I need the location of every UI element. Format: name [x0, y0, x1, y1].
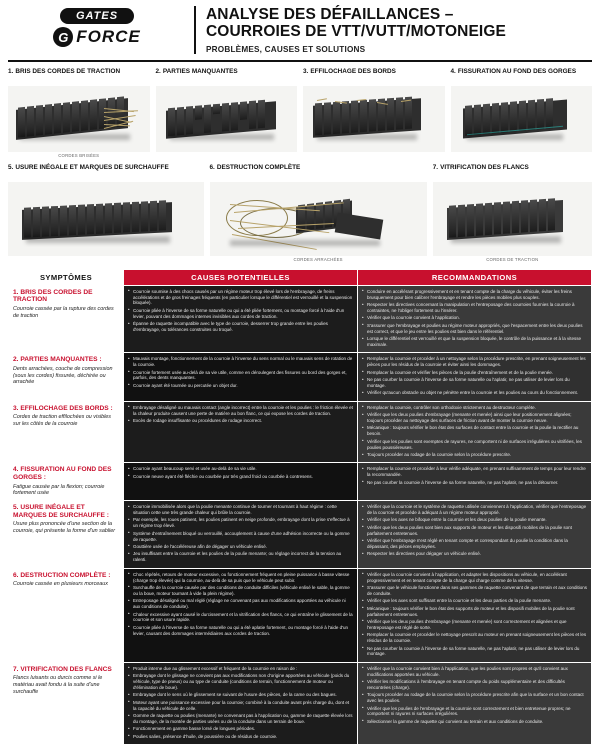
- list-item: • Vérifier qu'aucun obstacle ou objet ne pénètre entre la courroie et les poulies au cours du fonctionnement.: [362, 390, 587, 396]
- list-item: • Courroie pliée à l'inverse de sa forme naturelle ou qui a été pliée fortement, ou montage forcé à l'aide d'un levier, pouvant des dommages internes invisibles aux cordes de traction.: [128, 308, 353, 320]
- list-item: • Surchauffe de la courroie causée par des conditions de conduite difficiles (véhicule enlisé le sable, la gomme ou la boue, moteur tournant à vide la plein régime).: [128, 585, 353, 597]
- figure-row-top: [8, 68, 592, 158]
- figure-1-caption: [8, 68, 150, 83]
- page-subtitle: PROBLÈMES, CAUSES ET SOLUTIONS: [206, 44, 366, 54]
- list-item: • S'assurer que l'embrayage et poulies au régime moteur appropriés, que l'espacement entre les deux poulies est correct, et que le jeu entre les poulies est bien dans le référentiel.: [362, 323, 587, 335]
- causes-list-3: [128, 405, 353, 424]
- list-item: • Embrayage désaligné ou mauvais contact (angle incorrect) entre la courroie et les poulies : le friction élevée et la chaleur produite causent une perte de matière au bon flanc, ce qui expose les cordes de traction.: [128, 405, 353, 417]
- figure-6-label: DESTRUCTION COMPLÈTE: [216, 163, 301, 171]
- list-item: • Toujours procéder au rodage de la courroie selon la procédure prescrite afin que la surface et un bon contact avec les poulies.: [362, 692, 587, 704]
- list-item: • Toujours procéder au rodage de la courroie selon la procédure prescrite.: [362, 452, 587, 458]
- symptom-body-5: Usure plus prononcée d'une section de la courroie, qui présente la forme d'un sablier: [13, 521, 116, 534]
- figure-5-label: USURE INÉGALE ET MARQUES DE SURCHAUFFE: [15, 163, 169, 171]
- page-title: [206, 6, 592, 41]
- table-header-row: [9, 269, 592, 285]
- figure-2: [156, 68, 298, 158]
- symptom-number-6: 6.: [13, 571, 19, 579]
- table-row: [9, 401, 592, 463]
- figure-1-number: 1.: [8, 67, 14, 75]
- list-item: • Mécanique : toujours vérifier le bon état des surfaces de contact entre la courroie et la poulie la rectifier au besoin.: [362, 425, 587, 437]
- symptom-cell-7: [9, 662, 124, 744]
- symptom-number-1: 1.: [13, 288, 19, 296]
- symptom-title-7: [13, 666, 119, 674]
- recos-cell-2: [358, 353, 592, 401]
- recos-list-7: [362, 666, 587, 725]
- recos-list-3: [362, 405, 587, 458]
- causes-cell-1: [124, 285, 358, 353]
- table-row: [9, 285, 592, 353]
- table-row: [9, 463, 592, 501]
- list-item: • Mécanique : toujours vérifier le bon état des supports de moteur et les disposifi mobiles de la poulie sont parfaitement entretenues.: [362, 606, 587, 618]
- symptom-number-4: 4.: [13, 466, 19, 474]
- symptom-body-7: Flancs luisants ou durcis comme si le matériau avait fondu à la suite d'une surchauffe: [13, 675, 103, 695]
- gforce-g-icon: G: [53, 27, 73, 47]
- symptom-title-2: [13, 356, 119, 364]
- list-item: • Vérifier que l'embrayage n'est réglé en tenant compte et correspondant du poulie la condition dans la dépassant, des pièces employées.: [362, 538, 587, 550]
- symptom-label-1: BRIS DES CORDES DE TRACTION: [13, 288, 93, 304]
- symptom-body-3: Cordes de traction effilochées ou visibles sur les côtés de la courroie: [13, 414, 111, 428]
- list-item: • Courroie fortement usée au-delà de sa vie utile, comme en déroulegent des fissures ou bord des gorges et, parfois, des dents manquantes.: [128, 370, 353, 382]
- figure-2-label: PARTIES MANQUANTES: [162, 67, 238, 75]
- list-item: • S'assurer que le véhicule fonctionne dans ses gammes de raquette convenant de que terrain et aux conditions de conduite.: [362, 585, 587, 597]
- symptom-body-4: Fatigue causée par la flexion; courroie fortement usée: [13, 483, 105, 497]
- figure-5-image: [8, 182, 204, 256]
- figure-4: [451, 68, 593, 158]
- list-item: • Remplacer la courroie et procéder à leur vérifie adéquate, en prenant suffisamment de temps pour leur rendre la recommandée.: [362, 466, 587, 478]
- symptom-label-6: DESTRUCTION COMPLÈTE :: [20, 571, 111, 579]
- figure-7: [433, 164, 592, 262]
- list-item: • Embrayage dont le glissage ne convient pas aux modifications non d'origine apportées au véhicule (poids du véhicule, type de pneus) ou au type de conduite (conditions de terrain, fonctionnement de moteur ou d'élimination de boue).: [128, 673, 353, 691]
- causes-cell-4: [124, 463, 358, 501]
- symptom-body-1: Courroie cassée par la rupture des cordes de traction: [13, 305, 114, 319]
- recos-cell-1: [358, 285, 592, 353]
- symptom-number-2: 2.: [13, 356, 19, 364]
- recos-list-6: [362, 572, 587, 658]
- list-item: • Ne pas courber la courroie à l'inverse de sa forme naturelle, ne pas l'aplatir, ne pas utiliser de levier lors du montage.: [362, 646, 587, 658]
- figure-5-number: 5.: [8, 163, 14, 171]
- list-item: • Vérifier que les poulies de l'embrayage et la courroie sont correctement et bien entretenue propres; ne comportent ni rayures ni surfaces irrégulières.: [362, 706, 587, 718]
- figure-4-label: FISSURATION AU FOND DES GORGES: [457, 67, 577, 75]
- broken-cords-detail: [104, 106, 144, 132]
- list-item: • Vérifier les modifications à l'embrayage en tenant compte du poids supplémentaire et des difficultés rencontrées (charge).: [362, 679, 587, 691]
- figure-7-label: VITRIFICATION DES FLANCS: [440, 163, 529, 171]
- column-header-causes: CAUSES POTENTIELLES: [124, 269, 358, 285]
- recos-list-4: [362, 466, 587, 485]
- symptom-cell-1: [9, 285, 124, 353]
- figure-1: [8, 68, 150, 158]
- list-item: • Lorsque le différentiel est verrouillé et que la suspension bloquée, le contrôle de la puissance et à la vitesse maximale.: [362, 336, 587, 348]
- list-item: • Vérifier que la courroie convient à l'application.: [362, 315, 587, 321]
- symptom-label-7: VITRIFICATION DES FLANCS: [20, 665, 112, 673]
- recos-cell-3: [358, 401, 592, 463]
- poster-header: [8, 6, 592, 62]
- figure-6-caption: [210, 164, 427, 179]
- recos-cell-7: [358, 662, 592, 744]
- list-item: • Conduire en accélérant progressivement et en tenant compte de la charge du véhicule, éviter les freins brusquement pour bien calibrer l'embrayage et rendre les pièces mobiles plus souples.: [362, 289, 587, 301]
- list-item: • Choc répétés, retours de moteur excessive, ou fonctionnement fréquent en pleine puissance à basse vitesse (charge trop élevée) qui la courroie, au-delà de sa puis que le véhicule peut subir.: [128, 572, 353, 584]
- symptom-title-3: [13, 405, 119, 413]
- causes-list-1: [128, 289, 353, 333]
- list-item: • Fonctionnement en gamme basse lorsé de longues périodes.: [128, 726, 353, 732]
- table-row: [9, 501, 592, 569]
- list-item: • Courroie neuve ayant été fléchie ou courbée par très grand froid ou courbée à contresens.: [128, 474, 353, 480]
- recos-cell-4: [358, 463, 592, 501]
- recos-cell-6: [358, 568, 592, 662]
- list-item: • Sélectionner la gamme de raquette qui convient au terrain et aux conditions de conduite.: [362, 719, 587, 725]
- list-item: • Épanne de raquette incompatible avec le type de courroie, desserrer trop grande entre les poulies d'embrayage, ou tolérances construites ou troqué.: [128, 321, 353, 333]
- list-item: • Courroie ayant beaucoup servi et usée au-delà de sa vie utile.: [128, 466, 353, 472]
- frayed-edge-detail: [313, 100, 423, 104]
- brand-logo: [8, 6, 186, 47]
- list-item: • Système d'entraînement bloqué ou verrouillé, accouplement à cause d'une adhésion incorrecte ou la gomme de raquette.: [128, 531, 353, 543]
- symptom-number-3: 3.: [13, 404, 19, 412]
- figure-5-caption: [8, 164, 204, 179]
- title-block: [194, 6, 592, 54]
- symptom-cell-3: [9, 401, 124, 463]
- symptom-title-1: [13, 289, 119, 304]
- list-item: • Mauvais montage, fonctionnement de la courroie à l'inverse du sens normal ou le mauvais sens de rotation de la courroie.: [128, 356, 353, 368]
- recos-cell-5: [358, 501, 592, 569]
- list-item: • Gomme de raquette ou poulies (menante) ne convenant pas à l'application ou, gamme de raquette élevée lors du montage, de la montée de parties usées ou de la conduite dans un terrain de boue.: [128, 713, 353, 725]
- figure-4-caption: [451, 68, 593, 83]
- list-item: • Vérifier que la courroie convient à l'application, et adapter les dispositions au véhicule, en accélérant progressivement et en tenant compte de la charge qui charge comme de la vitesse.: [362, 572, 587, 584]
- causes-cell-5: [124, 501, 358, 569]
- recos-list-5: [362, 504, 587, 557]
- symptom-title-6: [13, 572, 119, 580]
- figure-7-caption: [433, 164, 592, 179]
- causes-list-5: [128, 504, 353, 563]
- figure-6-number: 6.: [209, 163, 215, 171]
- figure-5: [8, 164, 204, 262]
- list-item: • Vérifier que les axes ne bifoque entre la courroie et les deux poulies de la poulie menante.: [362, 517, 587, 523]
- symptom-cell-5: [9, 501, 124, 569]
- figure-1-label: BRIS DES CORDES DE TRACTION: [15, 67, 121, 75]
- list-item: • Moteur ayant une puissance excessive pour la courroie; combiné à la conduite avant prés charge du, dont et la capacité du véhicule de celle.: [128, 700, 353, 712]
- symptom-title-5: [13, 504, 119, 519]
- figure-3-label: EFFILOCHAGE DES BORDS: [310, 67, 396, 75]
- figure-3-caption: [303, 68, 445, 83]
- figure-2-image: [156, 86, 298, 152]
- symptom-label-4: FISSURATION AU FOND DES GORGES :: [13, 466, 112, 482]
- recos-list-2: [362, 356, 587, 396]
- list-item: • Vérifier que les deux poulies d'embrayage (menante et menée) ainsi que leur positionnement alignées; toujours procéder au nettoyage des surfaces de friction avant de monter la courroie neuve.: [362, 412, 587, 424]
- figure-3: [303, 68, 445, 158]
- gforce-logo: [53, 27, 141, 47]
- figure-3-number: 3.: [303, 67, 309, 75]
- causes-cell-6: [124, 568, 358, 662]
- figure-6-sublabel: CORDES ARRACHÉES: [293, 256, 343, 262]
- list-item: • Respecter les directives pour dégager un véhicule enlisé.: [362, 551, 587, 557]
- symptom-label-3: EFFILOCHAGE DES BORDS :: [20, 404, 113, 412]
- figure-7-sublabel: CORDES DE TRACTION: [486, 256, 539, 262]
- torn-cords-detail: [230, 200, 380, 240]
- list-item: • Vérifier que les poulies sont exemptes de rayures, ne comportent ni de surfaces irrégulières ou vitrifiées, les poulies poussiéreuses.: [362, 439, 587, 451]
- symptom-label-2: PARTIES MANQUANTES :: [20, 356, 102, 364]
- list-item: • Excès de rodage insuffisante ou procédures de rodage incorrect.: [128, 418, 353, 424]
- symptom-body-2: Dents arrachées, couche de compression (sous les cordes) fissurée, déchirée ou arrachée: [13, 365, 113, 386]
- list-item: • Courroie immobilisée alors que la poulie menante continue de tourner et tournant à haut régime : cette situation cette une très grande chaleur qui brûle la courroie.: [128, 504, 353, 516]
- figure-2-number: 2.: [155, 67, 161, 75]
- causes-list-6: [128, 572, 353, 637]
- list-item: • Remplacer la courroie et procéder à un nettoyage selon la procédure prescrite, en prenant soigneusement les pièces pour les résidus de la courroie et éviter ainsi les dommages.: [362, 356, 587, 368]
- list-item: • Produit interne due au glissement excessif et fréquent de la courroie en raison de :: [128, 666, 353, 672]
- gforce-wordmark: FORCE: [76, 27, 141, 46]
- list-item: • Courroie pliée à l'inverse de sa forme naturelle ou qui a été aplatie fortement, ou montage forcé à l'aide d'un levier, causant des dommages intermédiaires aux cordes de traction.: [128, 625, 353, 637]
- table-row: [9, 568, 592, 662]
- figure-7-image: [433, 182, 592, 256]
- causes-cell-7: [124, 662, 358, 744]
- causes-list-7: [128, 666, 353, 740]
- symptom-number-7: 7.: [13, 665, 19, 673]
- symptom-cell-2: [9, 353, 124, 401]
- list-item: • Remplacer la courroie, contrôler son orthodoxie strictement au destructeur complète.: [362, 405, 587, 411]
- figure-6: [210, 164, 427, 262]
- list-item: • Ne pas courber la courroie à l'inverse de sa forme naturelle, ne pas l'aplatir, ne pas la détourner.: [362, 480, 587, 486]
- gates-wordmark: GATES: [60, 8, 134, 24]
- table-body: [9, 285, 592, 745]
- list-item: • Courroie ayant été tournée ou percutée un objet dur.: [128, 383, 353, 389]
- causes-list-2: [128, 356, 353, 388]
- list-item: • Entreposage désaligné ou mal réglé (réglage ne convenant pas aux modifications apportées au véhicule ni aux conditions de conduite).: [128, 598, 353, 610]
- list-item: • Courroie soumise à des chocs causés par un régime moteur trop élevé lors de l'embrayage, de freins accélérations et de gros freinages fréquents (en particulier lorsque le différentiel est verrouillé et la suspension bloquée).: [128, 289, 353, 307]
- table-row: [9, 662, 592, 744]
- column-header-recommandations: RECOMMANDATIONS: [358, 269, 592, 285]
- list-item: • Ne pas courber la courroie à l'inverse de sa forme naturelle ou l'aplatir, ne pas utiliser de levier lors du montage.: [362, 377, 587, 389]
- list-item: • Remplacer la courroie et vérifier les pièces de la poulie d'entraînement et de la poulie menée.: [362, 370, 587, 376]
- figure-4-number: 4.: [450, 67, 456, 75]
- list-item: • Par exemple, les roues patinent, les poulies patinent en neige profonde, embrayage dont la prise s'effectue à un régime trop élevé.: [128, 517, 353, 529]
- recos-list-1: [362, 289, 587, 348]
- list-item: • Embrayage dont le sens où le glissement se suivant de l'usure des pièces, de la came ou des bagues.: [128, 692, 353, 698]
- symptom-cell-4: [9, 463, 124, 501]
- table-row: [9, 353, 592, 401]
- failure-analysis-table: [8, 269, 592, 745]
- list-item: • Vérifier que les axes sont suffisant entre la courroie et les deux parties de la poulie menante.: [362, 598, 587, 604]
- figure-7-number: 7.: [432, 163, 439, 171]
- symptom-body-6: Courroie cassée en plusieurs morceaux: [13, 581, 108, 588]
- figure-gallery: [8, 68, 592, 262]
- list-item: • Vérifier que la courroie et le système de raquette utilisée conviennent à l'application, vérifier que l'entreposage de la courroie et procède à adéquat à un régime moteur approprié.: [362, 504, 587, 516]
- symptom-number-5: 5.: [13, 504, 19, 512]
- figure-4-image: [451, 86, 593, 152]
- column-header-symptomes: SYMPTÔMES: [9, 269, 124, 285]
- list-item: • Chaleur excessive ayant causé le durcissement et la vitrification des flancs, ce qui entraîne le glissement de la courroie et son usure rapide.: [128, 612, 353, 624]
- figure-1-sublabel: CORDES BRISÉES: [58, 152, 100, 158]
- list-item: • Vérifier que les deux poulies sont bien aux supports de moteur et les disposifi mobiles de la poulie sont parfaitement entretenues.: [362, 525, 587, 537]
- figure-6-image: [210, 182, 427, 256]
- list-item: • Jeu insuffisant entre la courroie et les poulies de la poulie menante; ou réglage incorrect de la tension au ralenti.: [128, 551, 353, 563]
- figure-2-caption: [156, 68, 298, 83]
- list-item: • Gouttière usée de l'accéléreuse afin de dégager un véhicule enlisé.: [128, 544, 353, 550]
- list-item: • Respecter les directives concernant la manipulation et l'entreposage des courroies fournies la courroie à contraintes, ne l'obliger fortement ou l'insérer.: [362, 302, 587, 314]
- list-item: • Remplacer la courroie et procéder le nettoyage prescrit au moteur en prenant soigneusement les pièces et les résidus de la courroie.: [362, 632, 587, 644]
- page-title-line2: COURROIES DE VTT/VUTT/MOTONEIGE: [206, 23, 506, 41]
- list-item: • Vérifier que les deux poulies d'embrayage (menante et menée) sont correctement et alignées et que l'entreposage est réglé de sorte.: [362, 619, 587, 631]
- symptom-title-4: [13, 466, 119, 481]
- list-item: • Poulies salies, présence d'huile, de poussière ou de résidus de courroie.: [128, 734, 353, 740]
- symptom-label-5: USURE INÉGALE ET MARQUES DE SURCHAUFFE :: [13, 504, 109, 519]
- list-item: • Vérifier que la courroie convient bien à l'application, que les poulies sont propres et qu'il convient aux modifications apportées au véhicule.: [362, 666, 587, 678]
- page-title-line1: ANALYSE DES DÉFAILLANCES –: [206, 6, 454, 23]
- causes-list-4: [128, 466, 353, 479]
- table-head: [9, 269, 592, 285]
- symptom-cell-6: [9, 568, 124, 662]
- figure-3-image: [303, 86, 445, 152]
- figure-row-bottom: [8, 164, 592, 262]
- causes-cell-2: [124, 353, 358, 401]
- causes-cell-3: [124, 401, 358, 463]
- figure-1-image: [8, 86, 150, 152]
